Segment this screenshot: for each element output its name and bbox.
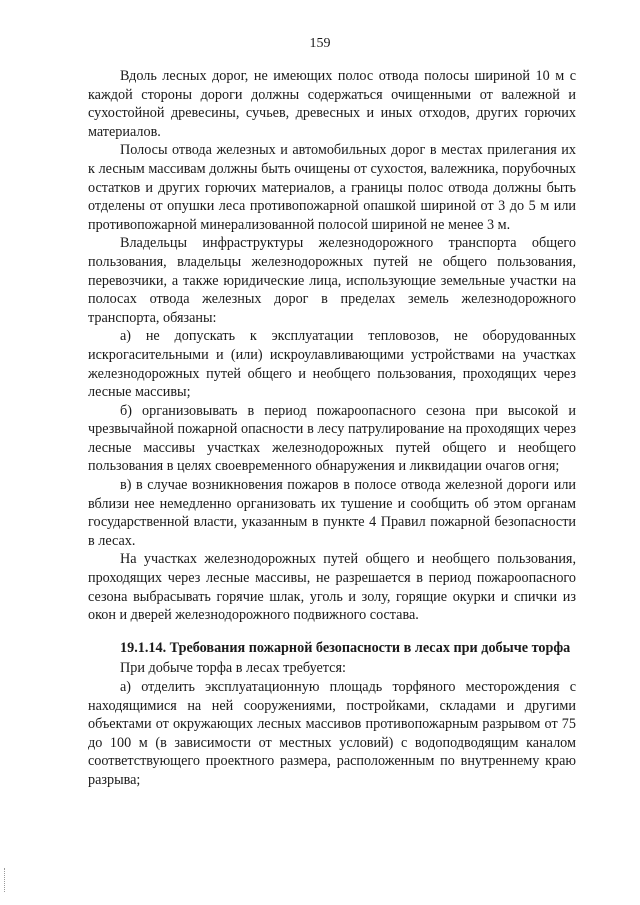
spacer (88, 625, 576, 639)
paragraph: Полосы отвода железных и автомобильных дорог в местах прилегания их к лесным массивам должны быть очищены от сухостоя, валежника, порубочных остатков и других горючих материалов, а границы полос отвода должны быть отделены от опушки леса противопожарной опашкой шириной от 3 до 5 м или противопожарной минерализованной полосой шириной не менее 3 м. (88, 142, 576, 233)
section-heading: 19.1.14. Требования пожарной безопасности в лесах при добыче торфа (120, 639, 571, 656)
list-item: в) в случае возникновения пожаров в полосе отвода железной дороги или вблизи нее немедленно организовать их тушение и сообщить об этом органам государственной власти, указанным в пункте 4 Правил пожарной безопасности в лесах. (88, 477, 576, 549)
paragraph: Вдоль лесных дорог, не имеющих полос отвода полосы шириной 10 м с каждой стороны дороги должны содержаться очищенными от валежной и сухостойной древесины, сучьев, древесных и иных отходов, других горючих материалов. (88, 68, 576, 140)
paragraph: Владельцы инфраструктуры железнодорожного транспорта общего пользования, владельцы железнодорожных путей не общего пользования, перевозчики, а также юридические лица, использующие земельные участки на полосах отвода железных дорог в пределах земель железнодорожного транспорта, обязаны: (88, 235, 576, 326)
list-item: а) отделить эксплуатационную площадь торфяного месторождения с находящимися на ней сооружениями, постройками, складами и другими объектами от окружающих лесных массивов противопожарным разрывом от 75 до 100 м (в зависимости от местных условий) с водоподводящим каналом соответствующего проектного размера, расположенным по внутреннему краю разрыва; (88, 679, 576, 788)
page-number: 159 (309, 36, 331, 51)
list-item: а) не допускать к эксплуатации тепловозов, не оборудованных искрогасительными и (или) искроулавливающими устройствами на участках железнодорожных путей общего и необщего пользования, проходящих через лесные массивы; (88, 328, 576, 401)
document-body (88, 67, 576, 790)
paragraph: На участках железнодорожных путей общего и необщего пользования, проходящих через лесные массивы, не разрешается в период пожароопасного сезона выбрасывать горячие шлак, уголь и золу, горящие окурки и спички из окон и дверей железнодорожного подвижного состава. (88, 551, 576, 624)
list-item: б) организовывать в период пожароопасного сезона при высокой и чрезвычайной пожарной опасности в лесу патрулирование на проходящих через лесные массивы участках железнодорожных путей общего и необщего пользования в целях своевременного обнаружения и ликвидации очагов огня; (88, 402, 576, 475)
paragraph: При добыче торфа в лесах требуется: (120, 660, 346, 677)
scan-edge-marks (4, 868, 11, 892)
